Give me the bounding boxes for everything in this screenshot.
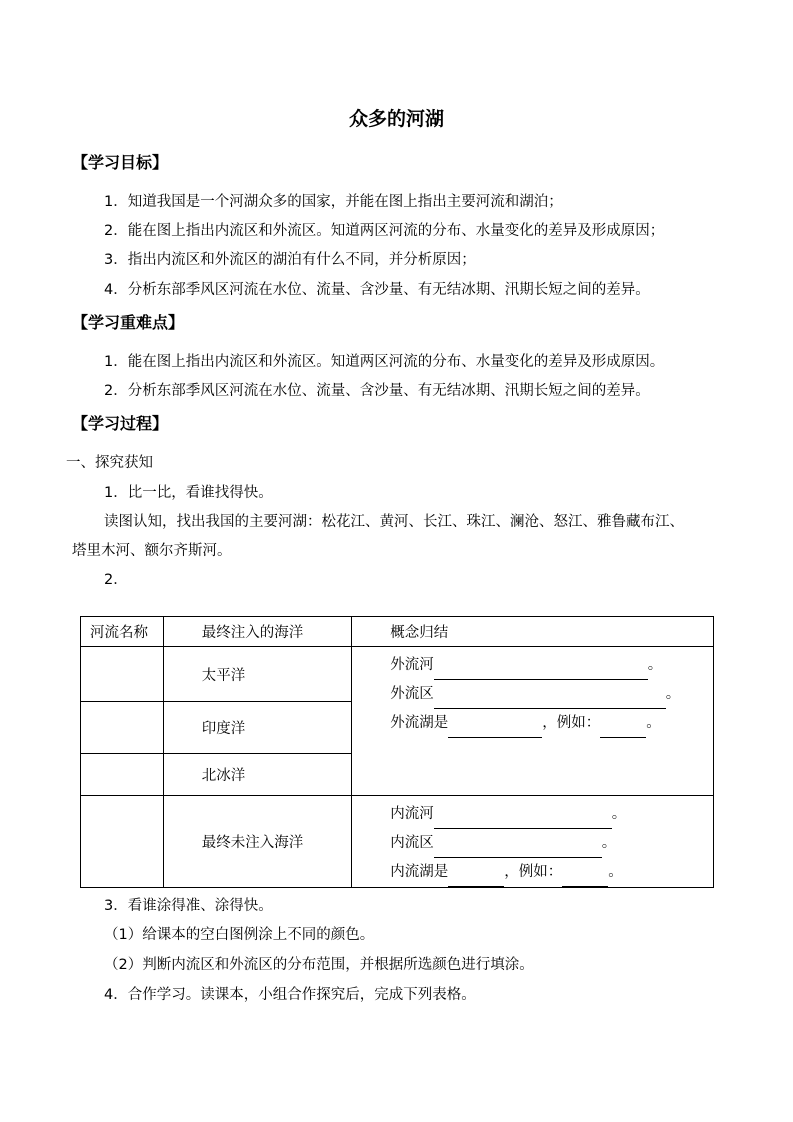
step3-item-2: （2）判断内流区和外流区的分布范围，并根据所选颜色进行填涂。 (104, 957, 534, 973)
key-points-heading: 【学习重难点】 (72, 313, 185, 332)
ocean-none: 最终未注入海洋 (201, 835, 304, 851)
ocean-pacific: 太平洋 (201, 667, 246, 684)
key-point-item-2: 2．分析东部季风区河流在水位、流量、含沙量、有无结冰期、汛期长短之间的差异。 (104, 383, 650, 399)
ocean-arctic: 北冰洋 (201, 768, 246, 784)
river-table (80, 616, 714, 888)
step3-item-1: （1）给课本的空白图例涂上不同的颜色。 (104, 927, 375, 943)
inner-example-blank[interactable] (562, 872, 608, 887)
table-row (81, 647, 714, 702)
river-name-cell[interactable] (81, 754, 164, 796)
process-heading: 【学习过程】 (72, 414, 169, 433)
objectives-heading: 【学习目标】 (72, 153, 169, 172)
key-point-item-1: 1．能在图上指出内流区和外流区。知道两区河流的分布、水量变化的差异及形成原因。 (104, 354, 665, 370)
step4-label: 4．合作学习。读课本，小组合作探究后，完成下列表格。 (104, 987, 476, 1003)
step1-body-line1: 读图认知，找出我国的主要河湖：松花江、黄河、长江、珠江、澜沧、怒江、雅鲁藏布江、 (104, 514, 684, 530)
inner-river-blank[interactable] (434, 814, 612, 829)
inner-area-blank[interactable] (434, 843, 602, 858)
outer-concept-cell (352, 647, 714, 796)
step1-body-line2: 塔里木河、额尔齐斯河。 (72, 543, 232, 559)
header-ocean: 最终注入的海洋 (201, 625, 304, 641)
outer-area-line: 外流区 。 (352, 680, 713, 709)
part1-label: 一、探究获知 (66, 455, 153, 471)
objective-item-4: 4．分析东部季风区河流在水位、流量、含沙量、有无结冰期、汛期长短之间的差异。 (104, 282, 650, 298)
river-name-cell[interactable] (81, 647, 164, 702)
objective-item-1: 1．知道我国是一个河湖众多的国家，并能在图上指出主要河流和湖泊； (104, 194, 563, 210)
outer-area-blank[interactable] (434, 694, 666, 709)
header-river-name: 河流名称 (81, 617, 164, 647)
inner-river-line: 内流河 。 (352, 800, 713, 829)
ocean-indian: 印度洋 (201, 721, 246, 737)
step3-label: 3．看谁涂得准、涂得快。 (104, 898, 273, 914)
page-title: 众多的河湖 (348, 108, 444, 130)
river-name-cell[interactable] (81, 702, 164, 754)
objective-item-2: 2．能在图上指出内流区和外流区。知道两区河流的分布、水量变化的差异及形成原因； (104, 223, 665, 239)
outer-lake-blank[interactable] (448, 723, 542, 738)
objective-item-3: 3．指出内流区和外流区的湖泊有什么不同，并分析原因； (104, 252, 476, 268)
outer-example-blank[interactable] (600, 723, 646, 738)
inner-concept-cell (352, 796, 714, 888)
inner-area-line: 内流区 。 (352, 829, 713, 858)
inner-lake-blank[interactable] (448, 872, 504, 887)
step1-label: 1．比一比，看谁找得快。 (104, 485, 273, 501)
outer-river-line: 外流河 。 (352, 651, 713, 680)
outer-lake-line: 外流湖是 ，例如： 。 (352, 709, 713, 738)
table-header-row (81, 617, 714, 647)
header-concept: 概念归结 (390, 625, 449, 641)
inner-lake-line: 内流湖是 ，例如： 。 (352, 858, 713, 887)
step2-label: 2． (104, 572, 128, 588)
outer-river-blank[interactable] (434, 665, 648, 680)
table-row (81, 796, 714, 888)
river-name-cell[interactable] (81, 796, 164, 888)
